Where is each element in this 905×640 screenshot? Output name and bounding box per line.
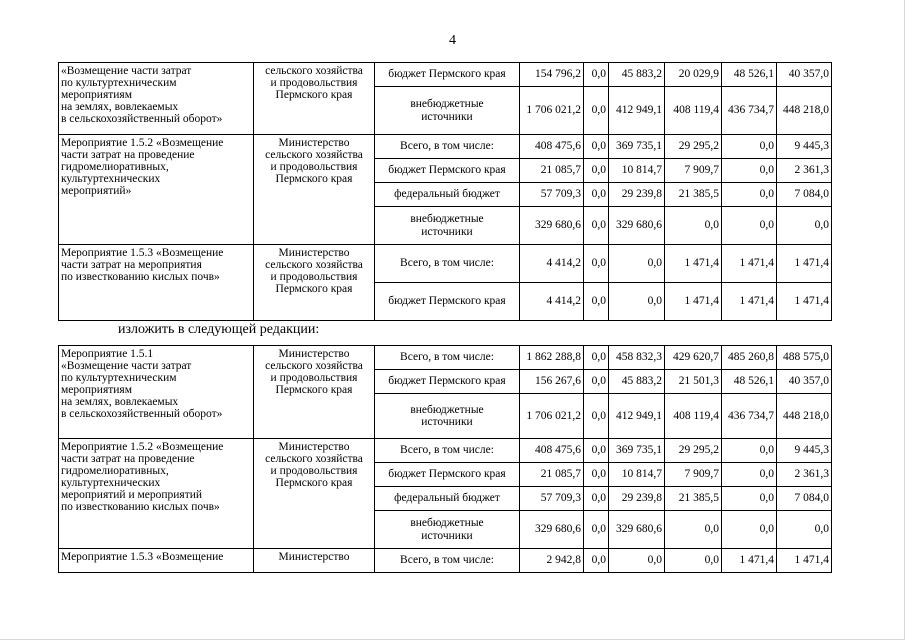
funding-source: внебюджетные источники <box>375 394 520 439</box>
executor-cell <box>254 549 375 573</box>
amount-cell: 0,0 <box>584 463 609 487</box>
budget-table-new <box>58 345 832 573</box>
amount-cell: 408 119,4 <box>665 394 722 439</box>
amount-cell: 0,0 <box>584 135 609 159</box>
measure-name: Мероприятие 1.5.2 «Возмещение части затрат на проведение гидромелиоративных, культуртехнических мероприятий» <box>61 137 224 198</box>
amount-cell: 7 084,0 <box>777 183 832 207</box>
amount-cell: 29 239,8 <box>609 487 665 511</box>
amount-cell: 4 414,2 <box>520 245 584 283</box>
amount-cell: 0,0 <box>722 183 777 207</box>
amount-cell: 7 084,0 <box>777 487 832 511</box>
amount-cell: 0,0 <box>722 439 777 463</box>
amount-cell: 448 218,0 <box>777 394 832 439</box>
amount-cell: 21 385,5 <box>665 183 722 207</box>
executor-cell <box>254 439 375 549</box>
amount-cell: 48 526,1 <box>722 63 777 87</box>
amount-cell: 0,0 <box>584 346 609 370</box>
funding-source: внебюджетные источники <box>375 207 520 245</box>
amount-cell: 0,0 <box>584 159 609 183</box>
amount-cell: 408 475,6 <box>520 135 584 159</box>
amount-cell: 0,0 <box>584 439 609 463</box>
funding-source: бюджет Пермского края <box>375 370 520 394</box>
measure-name-cell <box>59 63 254 135</box>
amount-cell: 1 471,4 <box>777 549 832 573</box>
amount-cell: 4 414,2 <box>520 283 584 321</box>
amount-cell: 0,0 <box>722 487 777 511</box>
amount-cell: 29 295,2 <box>665 439 722 463</box>
budget-table-old <box>58 62 832 321</box>
funding-source: бюджет Пермского края <box>375 283 520 321</box>
table-row <box>59 135 832 159</box>
amount-cell: 2 942,8 <box>520 549 584 573</box>
funding-source: Всего, в том числе: <box>375 245 520 283</box>
executor-cell <box>254 135 375 245</box>
executor-cell <box>254 63 375 135</box>
executor-name: Министерство сельского хозяйства и продовольствия Пермского края <box>265 137 363 186</box>
amount-cell: 369 735,1 <box>609 135 665 159</box>
amount-cell: 1 471,4 <box>722 283 777 321</box>
executor-name: Министерство <box>278 551 350 563</box>
measure-name-cell <box>59 245 254 321</box>
amount-cell: 1 471,4 <box>665 245 722 283</box>
amount-cell: 7 909,7 <box>665 159 722 183</box>
amount-cell: 485 260,8 <box>722 346 777 370</box>
amount-cell: 9 445,3 <box>777 439 832 463</box>
amount-cell: 57 709,3 <box>520 487 584 511</box>
amount-cell: 154 796,2 <box>520 63 584 87</box>
funding-source: Всего, в том числе: <box>375 135 520 159</box>
funding-source: Всего, в том числе: <box>375 346 520 370</box>
funding-source: внебюджетные источники <box>375 87 520 135</box>
measure-name-cell <box>59 439 254 549</box>
amount-cell: 488 575,0 <box>777 346 832 370</box>
amount-cell: 10 814,7 <box>609 159 665 183</box>
amount-cell: 1 706 021,2 <box>520 394 584 439</box>
page-number: 4 <box>449 33 456 48</box>
amount-cell: 2 361,3 <box>777 463 832 487</box>
amount-cell: 412 949,1 <box>609 87 665 135</box>
amount-cell: 0,0 <box>609 245 665 283</box>
measure-name-cell <box>59 549 254 573</box>
amount-cell: 0,0 <box>722 207 777 245</box>
amount-cell: 48 526,1 <box>722 370 777 394</box>
amount-cell: 1 471,4 <box>665 283 722 321</box>
executor-cell <box>254 245 375 321</box>
amount-cell: 0,0 <box>722 511 777 549</box>
amount-cell: 10 814,7 <box>609 463 665 487</box>
executor-cell <box>254 346 375 439</box>
table-row <box>59 245 832 283</box>
amount-cell: 20 029,9 <box>665 63 722 87</box>
amount-cell: 156 267,6 <box>520 370 584 394</box>
executor-name: Министерство сельского хозяйства и продовольствия Пермского края <box>265 348 363 397</box>
measure-name-cell <box>59 346 254 439</box>
amount-cell: 329 680,6 <box>609 511 665 549</box>
amount-cell: 0,0 <box>584 183 609 207</box>
funding-source: внебюджетные источники <box>375 511 520 549</box>
amount-cell: 1 471,4 <box>722 245 777 283</box>
amount-cell: 0,0 <box>722 463 777 487</box>
table-row <box>59 439 832 463</box>
amount-cell: 9 445,3 <box>777 135 832 159</box>
amount-cell: 0,0 <box>584 511 609 549</box>
amount-cell: 0,0 <box>722 159 777 183</box>
amount-cell: 7 909,7 <box>665 463 722 487</box>
amount-cell: 429 620,7 <box>665 346 722 370</box>
amount-cell: 2 361,3 <box>777 159 832 183</box>
amount-cell: 0,0 <box>584 487 609 511</box>
amount-cell: 408 475,6 <box>520 439 584 463</box>
executor-name: Министерство сельского хозяйства и продовольствия Пермского края <box>265 441 363 490</box>
amount-cell: 329 680,6 <box>520 207 584 245</box>
amount-cell: 0,0 <box>777 511 832 549</box>
amount-cell: 1 471,4 <box>777 283 832 321</box>
funding-source: бюджет Пермского края <box>375 159 520 183</box>
amount-cell: 436 734,7 <box>722 87 777 135</box>
amount-cell: 0,0 <box>584 549 609 573</box>
funding-source: бюджет Пермского края <box>375 463 520 487</box>
amount-cell: 21 085,7 <box>520 463 584 487</box>
amount-cell: 436 734,7 <box>722 394 777 439</box>
amount-cell: 1 471,4 <box>722 549 777 573</box>
amount-cell: 0,0 <box>584 207 609 245</box>
measure-name: Мероприятие 1.5.1 «Возмещение части затрат по культуртехническим мероприятиям на землях, вовлекаемых в сельскохозяйственный оборот» <box>61 348 223 421</box>
measure-name: Мероприятие 1.5.3 «Возмещение <box>61 551 224 563</box>
amount-cell: 1 862 288,8 <box>520 346 584 370</box>
amount-cell: 1 706 021,2 <box>520 87 584 135</box>
amount-cell: 0,0 <box>584 245 609 283</box>
amount-cell: 0,0 <box>665 207 722 245</box>
amount-cell: 458 832,3 <box>609 346 665 370</box>
table-row <box>59 346 832 370</box>
amount-cell: 0,0 <box>777 207 832 245</box>
intro-text: изложить в следующей редакции: <box>118 322 320 337</box>
amount-cell: 0,0 <box>609 283 665 321</box>
amount-cell: 1 471,4 <box>777 245 832 283</box>
amount-cell: 45 883,2 <box>609 370 665 394</box>
amount-cell: 408 119,4 <box>665 87 722 135</box>
amount-cell: 29 295,2 <box>665 135 722 159</box>
amount-cell: 0,0 <box>609 549 665 573</box>
funding-source: Всего, в том числе: <box>375 549 520 573</box>
amount-cell: 57 709,3 <box>520 183 584 207</box>
amount-cell: 0,0 <box>584 283 609 321</box>
amount-cell: 369 735,1 <box>609 439 665 463</box>
amount-cell: 0,0 <box>665 549 722 573</box>
funding-source: федеральный бюджет <box>375 183 520 207</box>
amount-cell: 40 357,0 <box>777 370 832 394</box>
amount-cell: 0,0 <box>584 63 609 87</box>
amount-cell: 448 218,0 <box>777 87 832 135</box>
amount-cell: 329 680,6 <box>609 207 665 245</box>
funding-source: федеральный бюджет <box>375 487 520 511</box>
measure-name-cell <box>59 135 254 245</box>
amount-cell: 45 883,2 <box>609 63 665 87</box>
table-row <box>59 63 832 87</box>
amount-cell: 0,0 <box>584 87 609 135</box>
measure-name: «Возмещение части затрат по культуртехническим мероприятиям на землях, вовлекаемых в сельскохозяйственный оборот» <box>61 65 223 126</box>
amount-cell: 412 949,1 <box>609 394 665 439</box>
amount-cell: 0,0 <box>722 135 777 159</box>
amount-cell: 329 680,6 <box>520 511 584 549</box>
amount-cell: 21 085,7 <box>520 159 584 183</box>
amount-cell: 0,0 <box>665 511 722 549</box>
funding-source: Всего, в том числе: <box>375 439 520 463</box>
measure-name: Мероприятие 1.5.2 «Возмещение части затрат на проведение гидромелиоративных, культуртехнических мероприятий и мероприятий по известкованию кислых почв» <box>61 441 224 514</box>
amount-cell: 29 239,8 <box>609 183 665 207</box>
executor-name: сельского хозяйства и продовольствия Пермского края <box>265 65 363 102</box>
funding-source: бюджет Пермского края <box>375 63 520 87</box>
amount-cell: 0,0 <box>584 394 609 439</box>
amount-cell: 21 385,5 <box>665 487 722 511</box>
amount-cell: 21 501,3 <box>665 370 722 394</box>
executor-name: Министерство сельского хозяйства и продовольствия Пермского края <box>265 247 363 296</box>
amount-cell: 40 357,0 <box>777 63 832 87</box>
measure-name: Мероприятие 1.5.3 «Возмещение части затрат на мероприятия по известкованию кислых почв» <box>61 247 224 284</box>
amount-cell: 0,0 <box>584 370 609 394</box>
table-row <box>59 549 832 573</box>
